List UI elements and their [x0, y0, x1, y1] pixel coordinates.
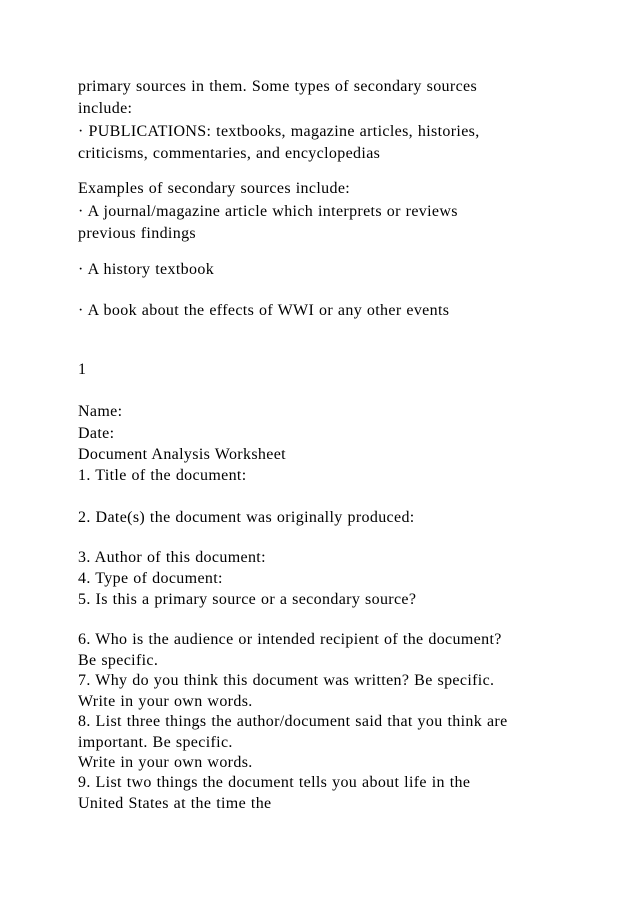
- question-3: 3. Author of this document:: [78, 549, 266, 566]
- question-7-cont: Write in your own words.: [78, 693, 253, 710]
- name-label: Name:: [78, 403, 123, 420]
- question-8: 8. List three things the author/document said that you think are: [78, 713, 508, 730]
- question-1: 1. Title of the document:: [78, 467, 247, 484]
- question-6-cont: Be specific.: [78, 652, 159, 669]
- question-5: 5. Is this a primary source or a secondary source?: [78, 591, 417, 608]
- page-number: 1: [78, 361, 87, 378]
- question-2: 2. Date(s) the document was originally produced:: [78, 509, 415, 526]
- question-4: 4. Type of document:: [78, 570, 223, 587]
- date-label: Date:: [78, 425, 115, 442]
- example-bullet-cont: previous findings: [78, 225, 196, 242]
- question-9: 9. List two things the document tells you about life in the: [78, 774, 471, 791]
- question-7: 7. Why do you think this document was written? Be specific.: [78, 672, 495, 689]
- question-8-cont: Write in your own words.: [78, 754, 253, 771]
- question-6: 6. Who is the audience or intended recipient of the document?: [78, 631, 502, 648]
- intro-text-line: include:: [78, 100, 133, 117]
- intro-text-line: primary sources in them. Some types of secondary sources: [78, 78, 478, 95]
- example-bullet: · A history textbook: [78, 261, 215, 278]
- example-bullet: · A book about the effects of WWI or any other events: [78, 302, 450, 319]
- publications-bullet: · PUBLICATIONS: textbooks, magazine articles, histories,: [78, 123, 480, 140]
- examples-heading: Examples of secondary sources include:: [78, 180, 351, 197]
- question-9-cont: United States at the time the: [78, 795, 272, 812]
- worksheet-title: Document Analysis Worksheet: [78, 446, 286, 463]
- publications-bullet-cont: criticisms, commentaries, and encyclopedias: [78, 145, 381, 162]
- question-8-cont: important. Be specific.: [78, 734, 233, 751]
- document-page: [78, 0, 618, 902]
- example-bullet: · A journal/magazine article which interprets or reviews: [78, 203, 458, 220]
